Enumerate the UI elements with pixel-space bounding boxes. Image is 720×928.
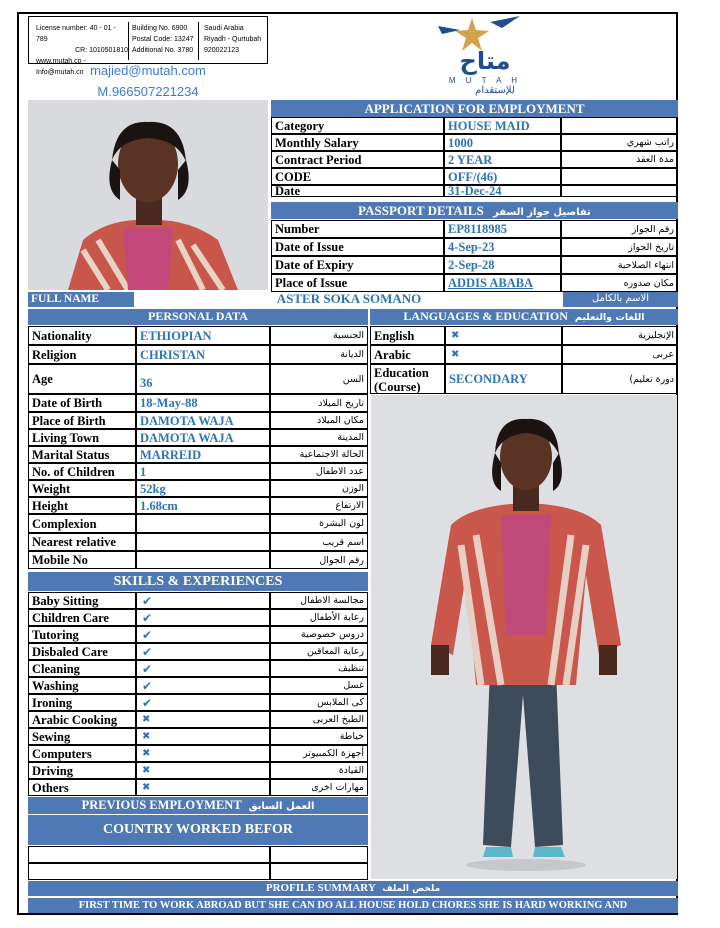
contract-ar: مدة العقد [561,151,678,168]
complexion-value [136,514,270,533]
nationality-label: Nationality [28,326,136,345]
arabic-label: Arabic [370,345,445,364]
living-town-label: Living Town [28,429,136,446]
full-name-row [28,292,678,307]
skill-others-label: Others [28,779,136,796]
skill-driving-ar: القيادة [270,762,368,779]
nationality-value: ETHIOPIAN [136,326,270,345]
skill-tutoring-label: Tutoring [28,626,136,643]
nationality-ar: الجنسية [270,326,368,345]
age-value: 36 [136,364,270,394]
personal-data-header: PERSONAL DATA [28,309,368,325]
living-town-ar: المدينة [270,429,368,446]
passport-title: PASSPORT DETAILS [358,203,484,218]
passport-number-label: Number [271,220,444,238]
mobile-ar: رقم الجوال [270,551,368,569]
skill-ironing-label: Ironing [28,694,136,711]
postal-code: Postal Code: 13247 [132,36,194,43]
full-name-ar: الاسم بالكامل [563,292,678,307]
agency-phone: 920022123 [204,47,240,54]
weight-value: 52kg [136,480,270,497]
skill-computers-label: Computers [28,745,136,762]
skill-disabled-care-label: Disbaled Care [28,643,136,660]
date-ar-cell [561,185,678,197]
arabic-cross-icon: ✖ [445,345,562,364]
salary-value: 1000 [444,134,561,151]
expiry-date-value: 2-Sep-28 [444,256,561,274]
code-value: OFF/(46) [444,168,561,185]
place-of-issue-ar: مكان صدوره [561,274,678,292]
issue-date-ar: تاريخ الجواز [561,238,678,256]
date-value: 31-Dec-24 [444,185,561,197]
marital-value: MARREID [136,446,270,463]
skill-arabic-cooking-cross-icon: ✖ [136,711,270,728]
contract-label: Contract Period [271,151,444,168]
marital-label: Marital Status [28,446,136,463]
skill-children-care-ar: رعاية الأطفال [270,609,368,626]
contract-value: 2 YEAR [444,151,561,168]
skill-tutoring-check-icon: ✔ [136,626,270,643]
full-name-label: FULL NAME [28,292,134,307]
passport-header [271,202,678,219]
skill-arabic-cooking-ar: الطبخ العربى [270,711,368,728]
application-header: APPLICATION FOR EMPLOYMENT [271,100,678,117]
prev-row-2-period [270,863,368,880]
salary-ar: راتب شهري [561,134,678,151]
previous-employment-header [28,797,368,814]
skill-tutoring-ar: دروس خصوصية [270,626,368,643]
passport-title-ar: تفاصيل جواز السفر [493,207,591,218]
languages-title-ar: اللغات والتعليم [574,312,645,323]
skill-washing-check-icon: ✔ [136,677,270,694]
agency-mobile: M.966507221234 [97,84,199,99]
english-label: English [370,326,445,345]
mobile-label: Mobile No [28,551,136,569]
english-ar: الإنجليزية [562,326,678,345]
prev-row-2-country [28,863,270,880]
category-value: HOUSE MAID [444,117,561,134]
skill-disabled-care-check-icon: ✔ [136,643,270,660]
salary-label: Monthly Salary [271,134,444,151]
profile-summary-header [28,881,678,896]
code-ar-cell [561,168,678,185]
pob-value: DAMOTA WAJA [136,412,270,429]
profile-summary-text: FIRST TIME TO WORK ABROAD BUT SHE CAN DO ALL HOUSE HOLD CHORES SHE IS HARD WORKING AND [28,898,678,913]
agency-email[interactable]: majied@mutah.com [90,63,206,78]
place-of-issue-value: ADDIS ABABA [444,274,561,292]
previous-employment-title-ar: العمل السابق [248,801,315,812]
additional-number: Additional No. 3780 [132,47,194,54]
logo-subtitle: للإستقدام [475,85,515,96]
date-label: Date [271,185,444,197]
dob-value: 18-May-88 [136,394,270,412]
skill-others-cross-icon: ✖ [136,779,270,796]
skill-arabic-cooking-label: Arabic Cooking [28,711,136,728]
religion-value: CHRISTAN [136,345,270,364]
education-ar: دورة تعليم) [562,364,678,394]
full-body-photo [371,395,677,879]
skills-header: SKILLS & EXPERIENCES [28,572,368,591]
skill-disabled-care-ar: رعاية المعاقين [270,643,368,660]
previous-employment-title: PREVIOUS EMPLOYMENT [81,798,242,812]
skill-ironing-check-icon: ✔ [136,694,270,711]
code-label: CODE [271,168,444,185]
skill-driving-label: Driving [28,762,136,779]
religion-label: Religion [28,345,136,364]
country-worked-header: COUNTRY WORKED BEFOR [28,815,368,845]
children-ar: عدد الاطفال [270,463,368,480]
mutah-logo [390,14,570,98]
skill-baby-sitting-ar: مجالسة الاطفال [270,592,368,609]
agency-web: www.mutah.co - Info@mutah.co [36,58,86,76]
skill-computers-ar: أجهزة الكمبيوتر [270,745,368,762]
living-town-value: DAMOTA WAJA [136,429,270,446]
relative-ar: اسم قريب [270,533,368,551]
relative-label: Nearest relative [28,533,136,551]
english-cross-icon: ✖ [445,326,562,345]
skill-children-care-check-icon: ✔ [136,609,270,626]
height-label: Height [28,497,136,514]
complexion-ar: لون البشرة [270,514,368,533]
skill-washing-label: Washing [28,677,136,694]
skill-cleaning-check-icon: ✔ [136,660,270,677]
weight-ar: الوزن [270,480,368,497]
category-ar-cell [561,117,678,134]
skill-sewing-cross-icon: ✖ [136,728,270,745]
complexion-label: Complexion [28,514,136,533]
agency-contact [28,63,268,100]
children-label: No. of Children [28,463,136,480]
age-ar: السن [270,364,368,394]
agency-info-col2 [132,23,196,56]
pob-label: Place of Birth [28,412,136,429]
skill-baby-sitting-check-icon: ✔ [136,592,270,609]
profile-summary-title-ar: ملخص الملف [382,884,441,894]
category-label: Category [271,117,444,134]
passport-number-value: EP8118985 [444,220,561,238]
mobile-value [136,551,270,569]
expiry-date-label: Date of Expiry [271,256,444,274]
license-number: License number: 40 - 01 - 789 [36,25,116,43]
agency-info-col3 [204,23,266,56]
skill-ironing-ar: كى الملابس [270,694,368,711]
expiry-date-ar: انتهاء الصلاحية [561,256,678,274]
skill-others-ar: مهارات اخرى [270,779,368,796]
profile-summary-title: PROFILE SUMMARY [265,882,376,894]
issue-date-label: Date of Issue [271,238,444,256]
prev-row-1-period [270,846,368,863]
issue-date-value: 4-Sep-23 [444,238,561,256]
height-ar: الارتفاع [270,497,368,514]
skill-washing-ar: غسل [270,677,368,694]
skill-driving-cross-icon: ✖ [136,762,270,779]
skill-sewing-label: Sewing [28,728,136,745]
skill-cleaning-label: Cleaning [28,660,136,677]
agency-country: Saudi Arabia [204,25,244,32]
pob-ar: مكان الميلاد [270,412,368,429]
relative-value [136,533,270,551]
children-value: 1 [136,463,270,480]
skill-cleaning-ar: تنظيف [270,660,368,677]
full-name-value: ASTER SOKA SOMANO [276,291,422,306]
building-number: Building No. 6900 [132,25,188,32]
logo-arabic: متاح [459,47,511,75]
skill-sewing-ar: خياطة [270,728,368,745]
weight-label: Weight [28,480,136,497]
education-label: Education (Course) [370,364,445,394]
logo-english: M U T A H [448,76,522,85]
dob-label: Date of Birth [28,394,136,412]
marital-ar: الحالة الاجتماعية [270,446,368,463]
languages-header [370,309,678,325]
skill-baby-sitting-label: Baby Sitting [28,592,136,609]
agency-city: Riyadh - Qurtubah [204,36,262,43]
prev-row-1-country [28,846,270,863]
education-value: SECONDARY [445,364,562,394]
dob-ar: تاريخ الميلاد [270,394,368,412]
arabic-ar: عربى [562,345,678,364]
portrait-photo [28,100,268,290]
cr-number: CR: 1010501810 [75,47,128,54]
height-value: 1.68cm [136,497,270,514]
place-of-issue-label: Place of Issue [271,274,444,292]
age-label: Age [28,364,136,394]
religion-ar: الديانة [270,345,368,364]
passport-number-ar: رقم الجواز [561,220,678,238]
languages-title: LANGUAGES & EDUCATION [403,309,568,323]
skill-computers-cross-icon: ✖ [136,745,270,762]
skill-children-care-label: Children Care [28,609,136,626]
